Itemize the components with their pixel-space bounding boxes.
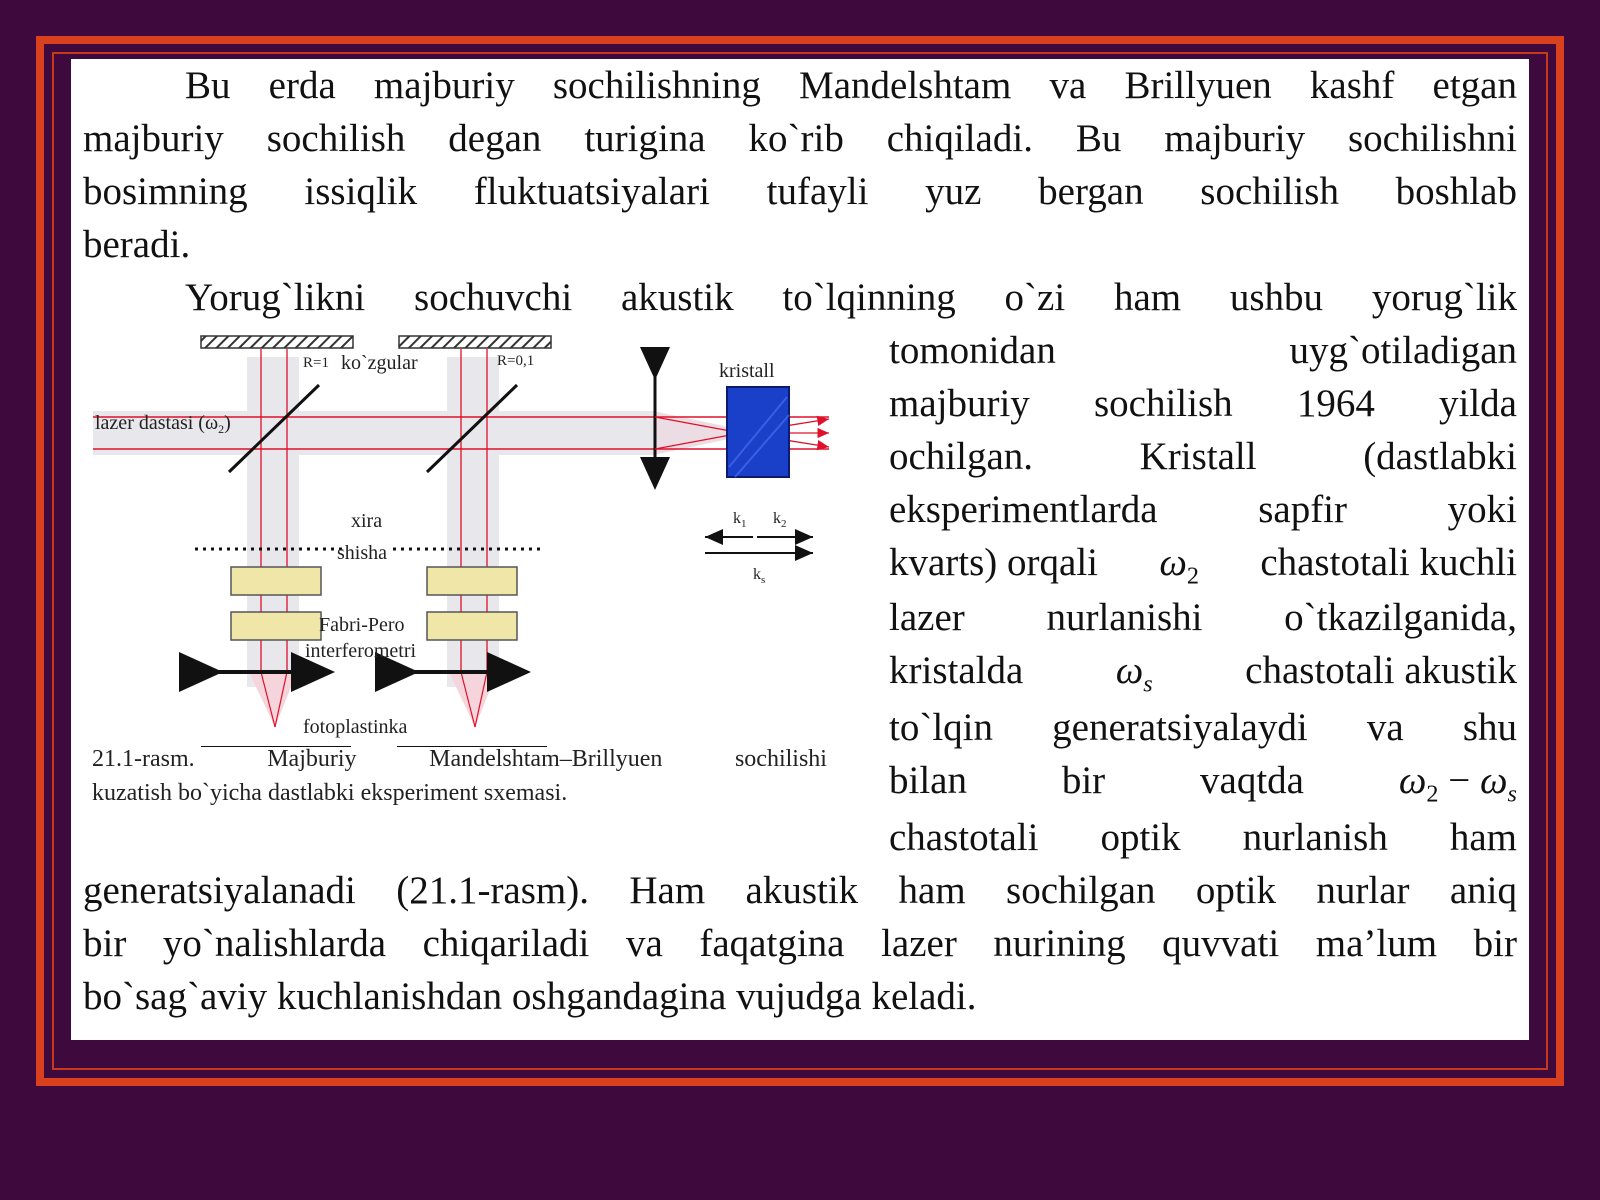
paragraph2-full-line-2: bir yo`nalishlarda chiqariladi va faqatgina lazer nurining quvvati ma’lum bir (83, 922, 1517, 965)
fp-plate-left-top (231, 567, 321, 595)
paragraph2-column-line-9 (889, 754, 1517, 807)
paragraph2-column-line-4: eksperimentlarda sapfir yoki (889, 488, 1517, 531)
label-r1: R=1 (303, 355, 329, 371)
label-ground-glass-1: xira (351, 510, 383, 532)
mirror-r01 (399, 336, 551, 348)
fp-plate-left-bottom (231, 612, 321, 640)
fp-plate-right-top (427, 567, 517, 595)
paragraph2-column-line-3: ochilgan. Kristall (dastlabki (889, 435, 1517, 478)
label-vector-ks: $k_s$ (753, 566, 766, 586)
paragraph2-column-line-7 (889, 644, 1517, 697)
label-ground-glass-2: shisha (337, 542, 387, 564)
mirror-r1 (201, 336, 353, 348)
caption-word-3: Mandelshtam–Brillyuen (429, 746, 663, 772)
paragraph2-full-line-1: generatsiyalanadi (21.1-rasm). Ham akustik ham sochilgan optik nurlar aniq (83, 869, 1517, 912)
label-fabry-perot-2: interferometri (305, 640, 417, 662)
paragraph2-column-line-2: majburiy sochilish 1964 yilda (889, 382, 1517, 425)
paragraph2-full-line-3: bo`sag`aviy kuchlanishdan oshgandagina vujudga keladi. (83, 975, 977, 1018)
paragraph2-column-line-10: chastotali optik nurlanish ham (889, 816, 1517, 859)
omega2-prefix-text: kvarts) orqali (889, 541, 1099, 584)
paragraph2-column-line-1: tomonidan uyg`otiladigan (889, 329, 1517, 372)
caption-word-1: 21.1-rasm. (92, 746, 195, 772)
brillouin-experiment-diagram (89, 327, 849, 747)
caption-word-4: sochilishi (734, 746, 827, 772)
omega-difference: $\omega_2 - \omega_s$ (1398, 759, 1517, 808)
label-r01: R=0,1 (497, 353, 535, 369)
figure-caption-line-2: kuzatish bo`yicha dastlabki eksperiment sxemasi. (92, 780, 568, 806)
omega2-symbol: $\omega_2$ (1159, 541, 1199, 590)
diff-word-3: vaqtda (1200, 759, 1304, 802)
diff-word-1: bilan (889, 759, 967, 802)
slide-content (71, 59, 1529, 1040)
label-laser-beam: lazer dastasi $(\omega_2)$ (95, 412, 231, 436)
paragraph1-line-4: beradi. (83, 223, 191, 266)
paragraph1-line-1: Bu erda majburiy sochilishning Mandelshtam va Brillyuen kashf etgan (185, 64, 1517, 107)
diff-word-2: bir (1061, 759, 1106, 802)
label-photoplate: fotoplastinka (303, 716, 408, 738)
label-vector-k2: $k_2$ (773, 510, 787, 530)
fp-plate-right-bottom (427, 612, 517, 640)
paragraph2-column-line-5 (889, 536, 1517, 589)
omegas-symbol: $\omega_s$ (1115, 649, 1153, 698)
paragraph2-column-line-8: to`lqin generatsiyalaydi va shu (889, 706, 1517, 749)
figure-caption-line-1 (92, 742, 827, 776)
label-fabry-perot-1: Fabri-Pero (319, 614, 405, 636)
omega2-suffix-text: chastotali kuchli (1260, 541, 1517, 584)
label-mirrors: ko`zgular (341, 352, 418, 374)
omegas-suffix-text: chastotali akustik (1245, 649, 1517, 692)
paragraph2-line-1: Yorug`likni sochuvchi akustik to`lqinning o`zi ham ushbu yorug`lik (185, 276, 1517, 319)
label-crystal: kristall (719, 360, 775, 382)
paragraph1-line-3: bosimning issiqlik fluktuatsiyalari tufayli yuz bergan sochilish boshlab (83, 170, 1517, 213)
omegas-prefix-text: kristalda (889, 649, 1024, 692)
caption-word-2: Majburiy (267, 746, 357, 772)
paragraph1-line-2: majburiy sochilish degan turigina ko`rib chiqiladi. Bu majburiy sochilishni (83, 117, 1517, 160)
paragraph2-column-line-6: lazer nurlanishi o`tkazilganida, (889, 596, 1517, 639)
label-vector-k1: $k_1$ (733, 510, 747, 530)
